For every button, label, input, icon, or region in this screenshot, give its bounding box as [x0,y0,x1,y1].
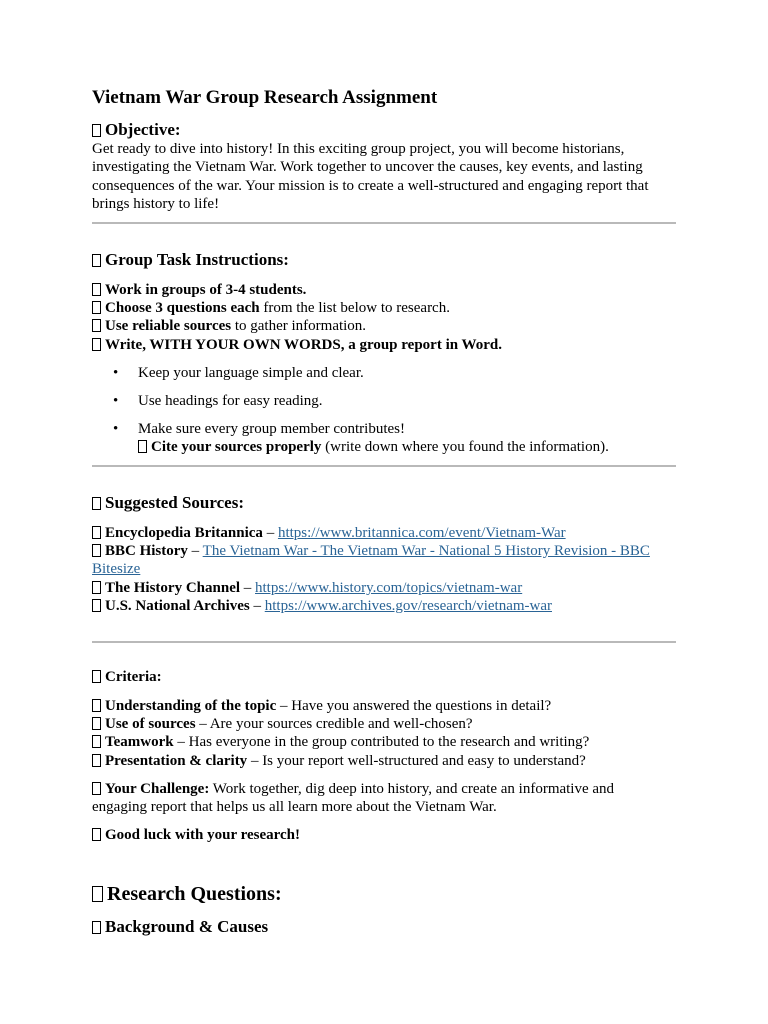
criteria-item: Use of sources – Are your sources credible and well-chosen? [92,715,473,733]
emoji-placeholder-icon [92,124,101,137]
emoji-placeholder-icon [92,338,101,351]
instruction-item: Choose 3 questions each from the list below to research. [92,299,450,317]
emoji-placeholder-icon [92,717,101,730]
challenge-text-continued: engaging report that helps us all learn more about the Vietnam War. [92,799,497,815]
criteria-heading: Criteria: [92,667,162,687]
challenge-text: Your Challenge: Work together, dig deep into history, and create an informative and [92,780,614,798]
source-link[interactable]: https://www.archives.gov/research/vietnam-war [264,598,552,614]
background-causes-heading: Background & Causes [92,916,268,938]
emoji-placeholder-icon [92,782,101,795]
emoji-placeholder-icon [92,526,101,539]
emoji-placeholder-icon [92,754,101,767]
bullet-icon: • [113,365,119,381]
emoji-placeholder-icon [92,735,101,748]
criteria-item: Presentation & clarity – Is your report well-structured and easy to understand? [92,752,586,770]
instruction-item: Work in groups of 3-4 students. [92,281,306,299]
emoji-placeholder-icon [92,301,101,314]
source-item: Encyclopedia Britannica – https://www.britannica.com/event/Vietnam-War [92,524,566,542]
objective-heading: Objective: [92,119,181,141]
emoji-placeholder-icon [92,670,101,683]
research-questions-heading: Research Questions: [92,882,282,906]
source-item: BBC History – The Vietnam War - The Vietnam War - National 5 History Revision - BBC [92,542,650,560]
emoji-placeholder-icon [92,921,101,934]
bullet-icon: • [113,393,119,409]
emoji-placeholder-icon [92,886,103,902]
objective-text: Get ready to dive into history! In this exciting group project, you will become historians, investigating the Vietnam War. Work together to uncover the causes, key events, and lasting consequences of the war. Your mission is to create a well-structured and engaging report that brings history to life! [92,141,649,212]
emoji-placeholder-icon [138,440,147,453]
emoji-placeholder-icon [92,581,101,594]
emoji-placeholder-icon [92,544,101,557]
source-item: The History Channel – https://www.history.com/topics/vietnam-war [92,579,522,597]
emoji-placeholder-icon [92,828,101,841]
emoji-placeholder-icon [92,599,101,612]
divider [92,222,676,224]
bullet-text: Make sure every group member contributes! [138,421,405,437]
source-link[interactable]: https://www.britannica.com/event/Vietnam-War [277,525,566,541]
source-item: U.S. National Archives – https://www.archives.gov/research/vietnam-war [92,597,552,615]
source-link[interactable]: https://www.history.com/topics/vietnam-war [255,580,523,596]
source-link[interactable]: The Vietnam War - The Vietnam War - National 5 History Revision - BBC [202,543,650,559]
emoji-placeholder-icon [92,254,101,267]
document-title: Vietnam War Group Research Assignment [92,87,438,108]
instruction-item: Write, WITH YOUR OWN WORDS, a group report in Word. [92,336,502,354]
bullet-text: Keep your language simple and clear. [138,365,364,381]
source-item-continued [92,560,140,578]
source-link[interactable]: Bitesize [92,561,141,577]
bullet-text: Use headings for easy reading. [138,393,323,409]
sources-heading: Suggested Sources: [92,492,244,514]
cite-line: Cite your sources properly (write down where you found the information). [138,438,609,456]
good-luck-line: Good luck with your research! [92,826,300,844]
emoji-placeholder-icon [92,319,101,332]
criteria-item: Teamwork – Has everyone in the group contributed to the research and writing? [92,733,589,751]
emoji-placeholder-icon [92,699,101,712]
divider [92,641,676,643]
instruction-item: Use reliable sources to gather information. [92,317,366,335]
bullet-icon: • [113,421,119,437]
divider [92,465,676,467]
emoji-placeholder-icon [92,497,101,510]
criteria-item: Understanding of the topic – Have you answered the questions in detail? [92,697,551,715]
emoji-placeholder-icon [92,283,101,296]
instructions-heading: Group Task Instructions: [92,249,289,271]
